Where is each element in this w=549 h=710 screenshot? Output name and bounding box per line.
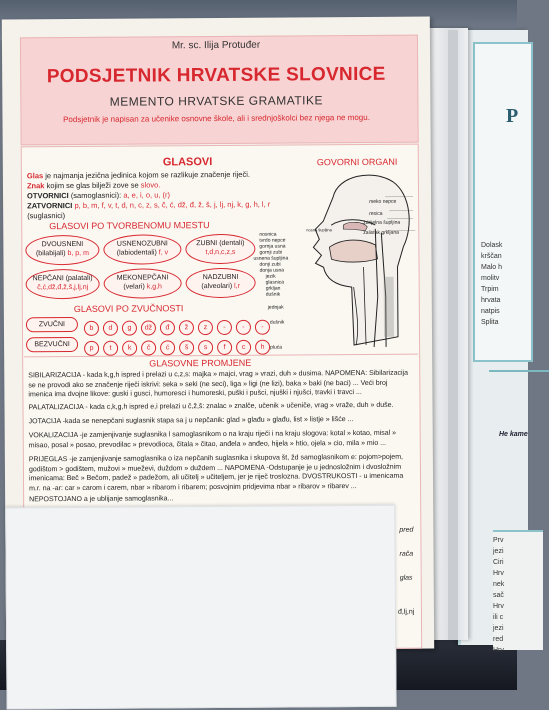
zvucnost-heading: GLASOVI PO ZVUČNOSTI [74, 303, 184, 314]
label-usnena: usnena šupljina [253, 254, 288, 264]
glas-definition: Glas je najmanja jezična jedinica kojom se razlikuje značenje riječi. [27, 170, 250, 182]
promjene-heading: GLASOVNE PROMJENE [149, 358, 251, 369]
label-dusnik-1: dušnik [266, 290, 281, 300]
poster-subtitle: MEMENTO HRVATSKE GRAMATIKE [2, 93, 430, 110]
para-jotacija: JOTACIJA -kada se nenepčani suglasnik stapa sa j u nepčanik: glad » glađu » glađu, list » listje » lišće ... [29, 415, 413, 427]
label-grkljan: grkljan [266, 284, 281, 294]
para-prijeglas: PRIJEGLAS -je zamjenjivanje samoglasnika o iza nepčanih suglasnika i skupova št, žd samoglasnikom e: pojom>pojem, godištom > godištem, mužovi » mueževi, duždom » duždem ... NAPOMENA -Odstupanje je u jednosložnim i dvosložnim imenicama: Beč » Bečom, padež » padežom, ali učitelj » učiteljem, jer je riječ troslozna. DVOSTRUKOSTI - u imenicama m.r. na -ar: car » carom i carem, nbar » ribarom i ribarem; posvojnim pridjevima nbar » ribarov » ribarev ... [29, 453, 413, 494]
oval-mekonepcani: MEKONEPČANI (velari) k,g,h [104, 268, 182, 299]
zatvornici-line: ZATVORNICI p, b, m, f, v, t, d, n, c, z, s, č, ć, dž, đ, ž, š, j, lj, nj, k, g, h, l, r [27, 200, 270, 212]
bezvucni-row [84, 336, 274, 352]
zvucni-glas: b [84, 321, 99, 336]
bezvucni-glas: s [198, 340, 213, 355]
label-jednjak: jednjak [268, 303, 284, 313]
second-book-lower-text: Prv jezi Ciri Hrv nek sač Hrv ili c jezi red Hrv [493, 535, 504, 656]
label-donji-zubi: donji zubi [259, 260, 280, 270]
label-donja-usna: donja usna [260, 266, 285, 276]
second-book [458, 30, 528, 645]
label-resica: resica [369, 209, 382, 219]
tvorbeno-heading: GLASOVI PO TVORBENOMU MJESTU [49, 220, 209, 231]
bezvucni-glas: p [84, 341, 99, 356]
para-vokalizacija: VOKALIZACIJA -je zamjenjivanje suglasnika l samoglasnikom o na kraju riječi i na kraju slogova: kotal » kotao, misal » misao, posal » posao, prevodilac » prevodioca, čitala » čitao, anđela » anđeo, hijela » htio, ojela » cio, mila » mio ... [29, 429, 413, 451]
second-book-text: Dolask krščan Malo h molitv Trpim hrvata natpis Splita [481, 240, 502, 328]
bezvucni-label: BEZVUČNI [26, 337, 78, 352]
label-gornja-usna: gornja usna [259, 242, 285, 252]
zvucni-glas: d [103, 321, 118, 336]
label-zalistak: zalistak grkljana [363, 228, 399, 238]
otvornici-line: OTVORNICI (samoglasnici): a, e, i, o, u, (r) [27, 190, 170, 201]
glasovi-heading: GLASOVI [163, 156, 213, 168]
bezvucni-glas: c [236, 340, 251, 355]
label-dusnik-2: dušnik [270, 318, 285, 328]
grammar-poster [2, 17, 434, 652]
zvucni-glas: - [236, 320, 251, 335]
label-jezik: jezik [266, 272, 276, 282]
label-nosnica: nosnica [259, 230, 276, 240]
poster-title: PODSJETNIK HRVATSKE SLOVNICE [2, 64, 430, 89]
poster-intro: Podsjetnik je napisan za učenike osnovne škole, ali i srednjoškolci bez njega ne mogu. [2, 113, 430, 125]
bezvucni-glas: č [141, 340, 156, 355]
bezvucni-glas: f [217, 340, 232, 355]
oval-usnenozubni: USNENOZUBNI (labiodentali) f, v [103, 234, 181, 265]
bezvucni-glas: k [122, 341, 137, 356]
second-book-divider [489, 370, 549, 372]
para-sibilarizacija: SIBILARIZACIJA - kada k,g,h ispred i prelazi u c,z,s: majka » majci, vrag » vrazi, duh » dusima. NAPOMENA: Sibilarizacija se ne provodi ako se značenje riječi iskrivi: seka » seki (ne seci), liga » ligi (ne lizi), baka » baki (ne baci) ... Veći broj imenica ima dvojne likove: guski i gusci, humoresci i humoreski, puški i pušci, njuški i njušci, travki i travci ... [28, 369, 412, 400]
binder-edge [448, 30, 458, 640]
zatvornici-paren: (suglasnici) [27, 211, 65, 221]
para-nepostojano: NEPOSTOJANO a je ublijanje samoglasnika... [29, 493, 413, 505]
second-book-letter: P [506, 105, 518, 128]
fragment-dj: đ,lj,nj [398, 609, 414, 616]
fragment-pred: pred [399, 527, 413, 534]
label-meko-nepce: meko nepce [369, 197, 396, 207]
zvucni-glas: đ [160, 320, 175, 335]
bezvucni-glas: t [103, 341, 118, 356]
fragment-glas: glas [400, 575, 413, 582]
bezvucni-glas: š [179, 340, 194, 355]
label-glasnica: glasnica [266, 278, 284, 288]
zvucni-glas: z [198, 320, 213, 335]
zvucni-label: ZVUČNI [26, 317, 78, 332]
zvucni-glas: - [255, 320, 270, 335]
oval-zubni: ZUBNI (dentali) t,d,n,c,z,s [185, 234, 255, 264]
label-zdrijelna: ždrijelna šupljina [363, 218, 400, 228]
fragment-raca: rača [400, 551, 414, 558]
oval-nepcani: NEPČANI (palatali) č,ć,dž,đ,ž,š,j,lj,nj [26, 269, 100, 300]
label-gornji-zubi: gornji zubi [259, 248, 282, 258]
bezvucni-glas: ć [160, 340, 175, 355]
oval-nadzubni: NADZUBNI (alveolari) l,r [186, 268, 256, 298]
bezvucni-glas: h [255, 340, 270, 355]
zvucni-glas: dž [141, 320, 156, 335]
zvucni-glas: ž [179, 320, 194, 335]
zvucni-row [84, 316, 274, 332]
govorni-organi-heading: GOVORNI ORGANI [317, 157, 398, 168]
zvucni-glas: - [217, 320, 232, 335]
speech-organs-illustration [293, 167, 422, 358]
znak-definition: Znak kojim se glas bilježi zove se slovo. [27, 180, 160, 191]
zvucni-glas: g [122, 321, 137, 336]
poster-author: Mr. sc. Ilija Protuđer [2, 39, 430, 53]
oval-dvousneni: DVOUSNENI (bilabijali) b, p, m [25, 235, 99, 266]
label-pluca: pluća [270, 343, 282, 353]
para-palatalizacija: PALATALIZACIJA - kada c,k,g,h ispred e,i prelazi u č,ž,š: znalac » znalče, učenik » učeniče, vrag » vraže, duh » duše. [28, 401, 412, 413]
label-tvrdo-nepce: tvrdo nepce [259, 236, 285, 246]
covering-paper [5, 505, 396, 710]
second-book-caption: He kame [499, 430, 528, 440]
label-nosna: nosna šupljina [306, 225, 332, 235]
